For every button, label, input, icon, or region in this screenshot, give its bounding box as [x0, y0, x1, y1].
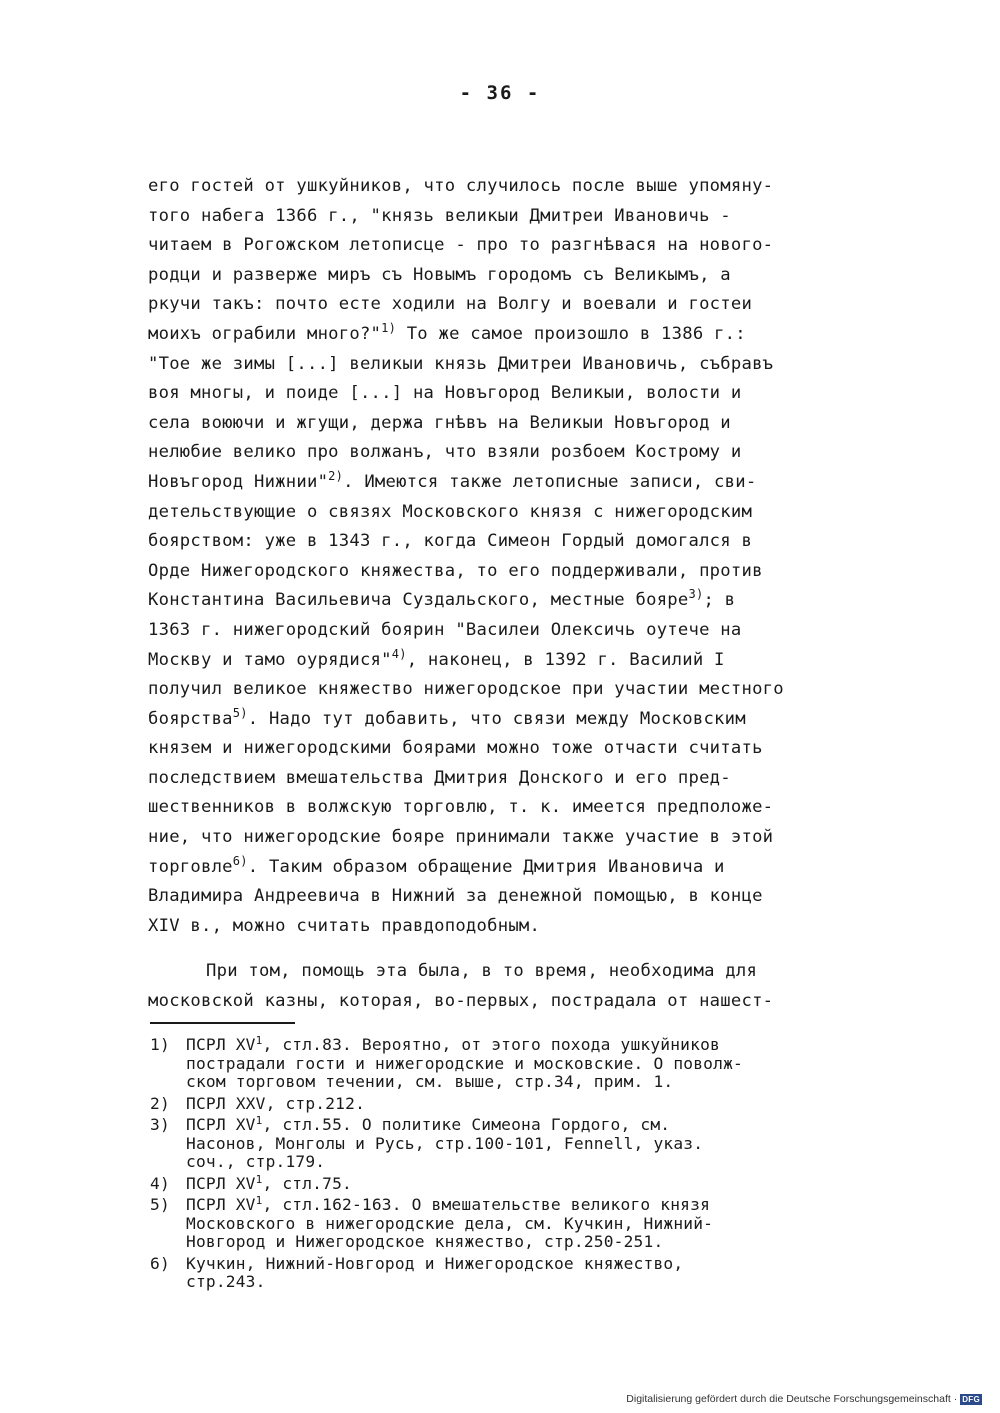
footnote-line: ПСРЛ XXV, стр.212.: [186, 1093, 366, 1113]
text-line: его гостей от ушкуйников, что случилось после выше упомяну-: [148, 176, 774, 196]
footnote-line: Кучкин, Нижний-Новгород и Нижегородское княжество,: [186, 1253, 684, 1273]
text-span: ПСРЛ XV: [186, 1115, 256, 1134]
text-span: . Таким образом обращение Дмитрия Ивановича и: [247, 856, 725, 877]
text-line: [148, 320, 878, 350]
text-span: , стл.55. О политике Симеона Гордого, см.: [262, 1115, 671, 1134]
superscript: 1: [255, 1034, 263, 1047]
text-line: получил великое княжество нижегородское при участии местного: [148, 679, 784, 700]
text-line: московской казны, которая, во-первых, пострадала от нашест-: [148, 991, 774, 1012]
footnote-line: [186, 1036, 850, 1055]
text-line: нелюбие велико про волжанъ, что взяли розбоем Кострому и: [148, 442, 742, 463]
text-span: торговле: [148, 856, 233, 877]
text-line: XIV в., можно считать правдоподобным.: [148, 915, 541, 936]
text-span: . Имеются также летописные записи, сви-: [343, 471, 757, 492]
footnote-ref-2: 2): [328, 468, 344, 483]
footnote-line: ском торговом течении, см. выше, стр.34, прим. 1.: [186, 1072, 674, 1091]
footnote-3: [150, 1116, 850, 1172]
footnote-5: [150, 1196, 850, 1252]
text-line: села воюючи и жгущи, держа гнѣвъ на Великыи Новъгород и: [148, 412, 731, 433]
text-span: ПСРЛ XV: [186, 1173, 256, 1193]
footnote-ref-6: 6): [232, 853, 248, 868]
footnote-number: 4): [150, 1173, 170, 1193]
superscript: 1: [255, 1114, 263, 1127]
footnotes: [150, 1036, 850, 1295]
footnote-ref-3: 3): [688, 587, 704, 602]
main-text: [148, 172, 878, 1017]
superscript: 1: [255, 1194, 263, 1207]
text-line: родци и разверже миръ съ Новымъ городомъ съ Великымъ, а: [148, 264, 731, 285]
page-number: - 36 -: [459, 82, 541, 104]
text-span: моихъ ограбили много?": [148, 323, 382, 344]
footnote-line: [186, 1172, 850, 1194]
text-line: ркучи такъ: почто есте ходили на Волгу и воевали и гостеи: [148, 294, 753, 315]
footnote-4: [150, 1172, 850, 1194]
footnote-ref-5: 5): [232, 705, 248, 720]
footnote-line: [186, 1196, 850, 1215]
footnote-line: Московского в нижегородские дела, см. Кучкин, Нижний-: [186, 1213, 714, 1233]
text-span: боярства: [148, 708, 233, 729]
text-span: Константина Васильевича Суздальского, местные бояре: [148, 590, 689, 611]
text-line: читаем в Рогожском летописце - про то разгнѣвася на нового-: [148, 235, 774, 256]
footnote-number: 2): [150, 1093, 170, 1113]
text-line: воя многы, и поиде [...] на Новъгород Великыи, волости и: [148, 383, 742, 404]
text-span: . Надо тут добавить, что связи между Московским: [247, 708, 746, 729]
footnote-ref-1: 1): [381, 320, 397, 335]
text-line: [148, 705, 878, 735]
text-line: [148, 853, 878, 883]
footnote-line: соч., стр.179.: [186, 1152, 326, 1171]
text-line: последствием вмешательства Дмитрия Донского и его пред-: [148, 767, 731, 788]
footnote-separator: [150, 1022, 295, 1024]
text-line: детельствующие о связях Московского князя с нижегородским: [148, 501, 753, 522]
footnote-number: 3): [150, 1115, 170, 1134]
text-line: Владимира Андреевича в Нижний за денежной помощью, в конце: [148, 886, 763, 907]
text-line: шественников в волжскую торговлю, т. к. имеется предположе-: [148, 797, 774, 818]
text-line: [148, 468, 878, 498]
footnote-number: 6): [150, 1253, 170, 1273]
dfg-logo-icon: DFG: [962, 1394, 980, 1404]
text-span: , наконец, в 1392 г. Василий I: [406, 649, 725, 670]
footnote-ref-4: 4): [391, 646, 407, 661]
footnote-line: Новгород и Нижегородское княжество, стр.250-251.: [186, 1232, 664, 1251]
footnote-line: [186, 1116, 850, 1135]
footnote-line: Насонов, Монголы и Русь, стр.100-101, Fennell, указ.: [186, 1133, 704, 1153]
text-span: ПСРЛ XV: [186, 1035, 256, 1054]
text-line: князем и нижегородскими боярами можно тоже отчасти считать: [148, 738, 763, 759]
digitization-credit: [626, 1393, 982, 1405]
footnote-body: [186, 1172, 850, 1194]
text-span: Москву и тамо оурядися": [148, 649, 392, 670]
text-line: [148, 586, 878, 616]
text-span: , стл.162-163. О вмешательстве великого князя: [262, 1195, 711, 1214]
footnote-line: стр.243.: [186, 1272, 266, 1291]
text-line: [148, 646, 878, 676]
text-span: Новъгород Нижнии": [148, 471, 329, 492]
footnote-2: [150, 1095, 850, 1114]
text-line: ние, что нижегородские бояре принимали также участие в этой: [148, 827, 774, 848]
text-span: ; в: [703, 590, 736, 611]
text-line: боярством: уже в 1343 г., когда Симеон Гордый домогался в: [148, 531, 753, 552]
text-line: 1363 г. нижегородский боярин "Василеи Олексичь оутече на: [148, 619, 742, 640]
credit-text: Digitalisierung gefördert durch die Deutsche Forschungsgemeinschaft ·: [626, 1393, 958, 1405]
text-span: , стл.75.: [262, 1173, 352, 1193]
text-line: Орде Нижегородского княжества, то его поддерживали, против: [148, 560, 763, 581]
footnote-1: [150, 1036, 850, 1092]
text-span: ПСРЛ XV: [186, 1195, 256, 1214]
paragraph-gap: [148, 941, 878, 957]
superscript: 1: [255, 1172, 263, 1186]
footnote-number: 5): [150, 1195, 170, 1214]
text-line: "Тое же зимы [...] великыи князь Дмитреи Ивановичь, събравъ: [148, 353, 774, 374]
footnote-body: [186, 1255, 850, 1292]
footnote-body: [186, 1036, 850, 1092]
footnote-6: [150, 1255, 850, 1292]
paragraph-start-line: При том, помощь эта была, в то время, необходима для: [206, 961, 758, 982]
text-span: , стл.83. Вероятно, от этого похода ушкуйников: [262, 1035, 720, 1054]
footnote-number: 1): [150, 1035, 170, 1054]
footnote-line: пострадали гости и нижегородские и московские. О поволж-: [186, 1053, 743, 1073]
text-line: того набега 1366 г., "князь великыи Дмитреи Ивановичь -: [148, 205, 731, 226]
text-span: То же самое произошло в 1386 г.:: [396, 323, 746, 344]
footnote-body: [186, 1196, 850, 1252]
footnote-body: [186, 1095, 850, 1114]
footnote-body: [186, 1116, 850, 1172]
